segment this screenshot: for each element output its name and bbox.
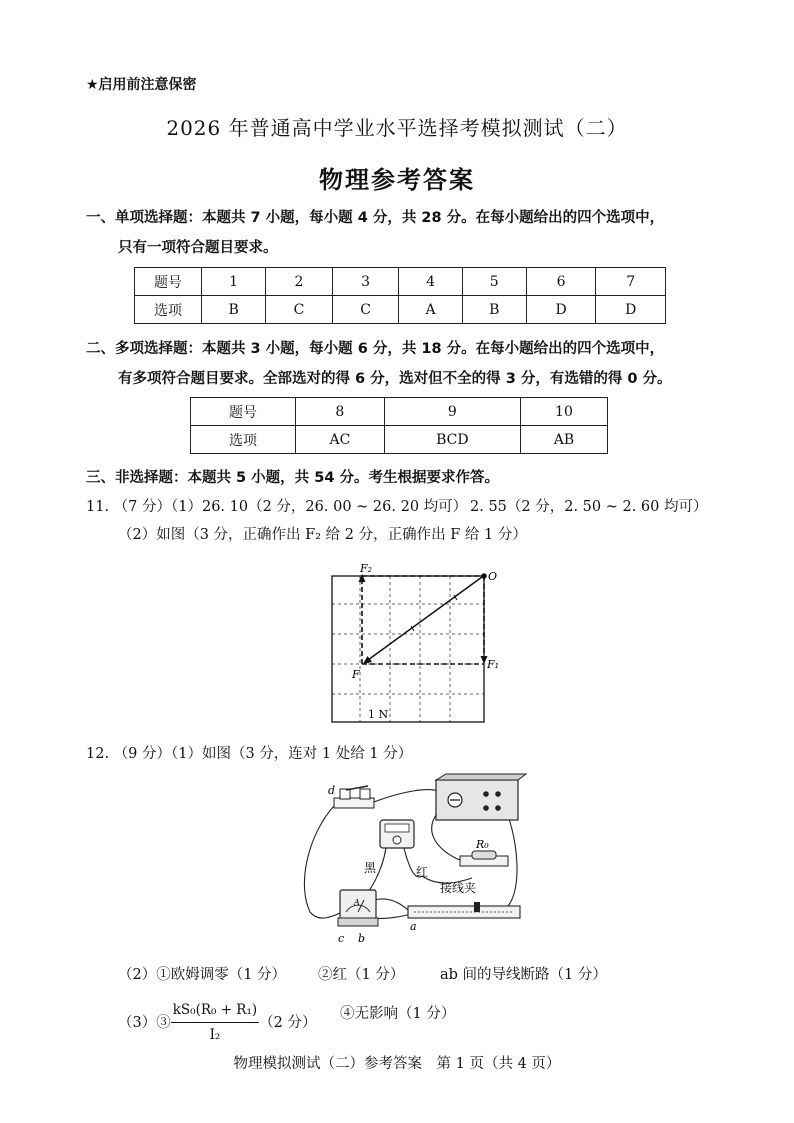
- rheostat-wire: [408, 902, 520, 918]
- table-cell: 5: [462, 268, 526, 296]
- q11-answer-part1: 11. （7 分）（1）26. 10（2 分，26. 00 ~ 26. 20 均可）: [86, 499, 468, 515]
- label-red-probe: 红: [416, 865, 429, 879]
- table-header-cell: 题号: [191, 398, 296, 426]
- table-row: [135, 268, 666, 296]
- table-header-cell: 选项: [191, 426, 296, 454]
- label-o: O: [488, 570, 498, 583]
- label-d: d: [328, 784, 336, 797]
- table-cell: 1: [202, 268, 266, 296]
- table-header-cell: 选项: [135, 296, 202, 324]
- section1-heading-2: 只有一项符合题目要求。: [118, 240, 278, 256]
- q11-answer-part2: （2）如图（3 分，正确作出 F₂ 给 2 分，正确作出 F 给 1 分）: [118, 527, 527, 543]
- table-cell: D: [596, 296, 666, 324]
- table-cell: 6: [526, 268, 596, 296]
- table-cell: BCD: [384, 426, 520, 454]
- confidential-mark: ★启用前注意保密: [86, 77, 197, 93]
- ammeter: [338, 890, 378, 926]
- section2-answer-table: [190, 397, 608, 454]
- table-cell: B: [202, 296, 266, 324]
- q12-answer-part3b: ④无影响（1 分）: [340, 1006, 456, 1022]
- section3-heading: 三、非选择题：本题共 5 小题，共 54 分。考生根据要求作答。: [86, 470, 499, 486]
- label-r0: R₀: [476, 838, 489, 851]
- label-b: b: [358, 932, 366, 945]
- q12-answer-part2a: （2）①欧姆调零（1 分）: [118, 967, 287, 983]
- origin-point: [481, 573, 487, 579]
- exam-title: 2026 年普通高中学业水平选择考模拟测试（二）: [166, 116, 628, 140]
- table-cell: 3: [332, 268, 399, 296]
- table-cell: B: [462, 296, 526, 324]
- circuit-diagram: [290, 772, 530, 952]
- table-cell: A: [399, 296, 462, 324]
- table-cell: D: [526, 296, 596, 324]
- section1-heading: 一、单项选择题：本题共 7 小题，每小题 4 分，共 28 分。在每小题给出的四个选项中，: [86, 210, 665, 226]
- label-clip: 接线夹: [440, 881, 477, 895]
- fraction-denominator: I₂: [209, 1027, 221, 1043]
- table-cell: AC: [296, 426, 385, 454]
- table-row: [191, 398, 608, 426]
- table-cell: 8: [296, 398, 385, 426]
- page-footer: 物理模拟测试（二）参考答案 第 1 页（共 4 页）: [233, 1056, 561, 1072]
- table-header-cell: 题号: [135, 268, 202, 296]
- q12-answer-part1: 12. （9 分）（1）如图（3 分，连对 1 处给 1 分）: [86, 746, 413, 762]
- resultant-f-vector: [363, 577, 482, 664]
- q12-part3-prefix: （3）③: [118, 1014, 171, 1031]
- table-cell: 7: [596, 268, 666, 296]
- q12-answer-part2b: ②红（1 分）: [318, 967, 405, 983]
- label-c: c: [338, 932, 345, 945]
- q12-answer-part2c: ab 间的导线断路（1 分）: [440, 967, 607, 983]
- section2-heading: 二、多项选择题：本题共 3 小题，每小题 6 分，共 18 分。在每小题给出的四个选项中，: [86, 341, 665, 357]
- section1-answer-table: [134, 267, 666, 324]
- q11-answer-part1b: 2. 55（2 分，2. 50 ~ 2. 60 均可）: [470, 499, 708, 515]
- table-cell: 4: [399, 268, 462, 296]
- label-f1: F₁: [487, 658, 500, 671]
- q12-part3-score: （2 分）: [259, 1014, 317, 1031]
- power-supply: [436, 774, 526, 820]
- answer-fraction: [171, 998, 259, 1047]
- grid-dashes: [332, 576, 484, 722]
- section2-heading-2: 有多项符合题目要求。全部选对的得 6 分，选对但不全的得 3 分，有选错的得 0 分。: [118, 371, 672, 387]
- force-diagram: [330, 560, 502, 728]
- table-cell: 10: [520, 398, 607, 426]
- fraction-numerator: kS₀(R₀ + R₁): [171, 998, 259, 1023]
- answer-title: 物理参考答案: [319, 166, 475, 194]
- table-cell: C: [332, 296, 399, 324]
- table-cell: 9: [384, 398, 520, 426]
- q12-answer-part3: [118, 998, 317, 1047]
- label-unit: 1 N: [368, 708, 389, 721]
- resistor-r0: [460, 851, 508, 866]
- table-cell: AB: [520, 426, 607, 454]
- multimeter: [380, 820, 414, 848]
- label-f2: F₂: [360, 562, 373, 575]
- switch-d: [334, 786, 374, 808]
- table-cell: 2: [266, 268, 333, 296]
- label-f: F: [352, 668, 360, 681]
- label-black-probe: 黑: [364, 861, 377, 875]
- table-row: [135, 296, 666, 324]
- grid-frame: [332, 576, 484, 722]
- table-cell: C: [266, 296, 333, 324]
- table-row: [191, 426, 608, 454]
- label-ammeter: A: [354, 898, 360, 907]
- label-a: a: [410, 920, 417, 933]
